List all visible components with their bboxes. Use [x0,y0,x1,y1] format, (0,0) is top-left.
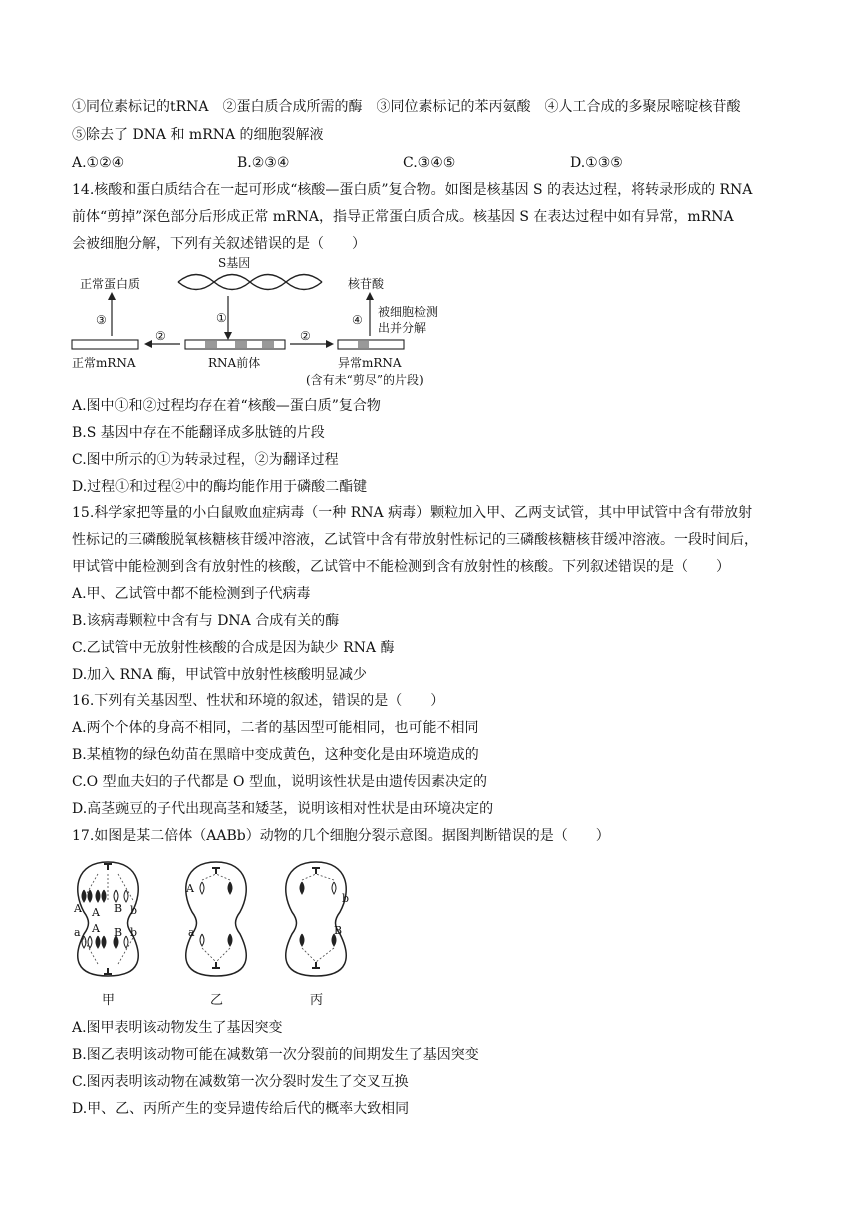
q15-option-a: A.甲、乙试管中都不能检测到子代病毒 [72,586,311,602]
jia-top-label-2: A [92,906,100,919]
q17-option-b: B.图乙表明该动物可能在减数第一次分裂前的间期发生了基因突变 [72,1047,479,1063]
yi-caption: 乙 [210,993,224,1008]
q14-option-a: A.图中①和②过程均存在着“核酸—蛋白质”复合物 [72,398,381,414]
q13-items-line2: ⑤除去了 DNA 和 mRNA 的细胞裂解液 [72,127,324,143]
q15-stem-line1: 15.科学家把等量的小白鼠败血症病毒（一种 RNA 病毒）颗粒加入甲、乙两支试管，其中甲试管中含有带放射 [72,505,753,521]
step3-label: ③ [96,313,107,327]
q17-option-a: A.图甲表明该动物发生了基因突变 [72,1020,283,1036]
jia-top-label-4: b [130,904,138,917]
jia-bottom-label-1: a [74,926,81,939]
q16-option-b: B.某植物的绿色幼苗在黑暗中变成黄色，这种变化是由环境造成的 [72,747,479,763]
q15-option-c: C.乙试管中无放射性核酸的合成是因为缺少 RNA 酶 [72,640,395,656]
q14-stem-line2: 前体“剪掉”深色部分后形成正常 mRNA，指导正常蛋白质合成。核基因 S 在表达过程中如有异常，mRNA [72,209,734,225]
gene-expression-diagram [68,254,458,390]
q13-option-a: A.①②④ [72,155,125,171]
q15-stem-line2: 性标记的三磷酸脱氧核糖核苷缓冲溶液，乙试管中含有带放射性标记的三磷酸核糖核苷缓冲溶液。一段时间后， [72,532,758,548]
nucleotide-label: 核苷酸 [348,277,385,291]
cell-jia [73,862,138,1008]
cell-division-diagram [68,854,368,1014]
jia-bottom-label-2: A [92,922,100,935]
q14-option-d: D.过程①和过程②中的酶均能作用于磷酸二酯键 [72,479,368,495]
dna-strand-2 [178,275,322,290]
step4-label: ④ [352,313,363,327]
rna-precursor-label: RNA前体 [208,356,261,370]
abnormal-mrna-bar [338,340,404,349]
jia-top-label-1: A [74,902,82,915]
q16-stem: 16.下列有关基因型、性状和环境的叙述，错误的是（ ） [72,693,445,709]
q17-option-c: C.图丙表明该动物在减数第一次分裂时发生了交叉互换 [72,1074,409,1090]
q14-option-c: C.图中所示的①为转录过程，②为翻译过程 [72,452,339,468]
normal-mrna-label: 正常mRNA [72,356,136,370]
abnormal-note: (含有未“剪尽”的片段) [306,373,424,387]
bing-caption: 丙 [310,993,324,1008]
detect-label-2: 出并分解 [378,321,427,335]
step1-label: ① [216,311,227,325]
detect-label-1: 被细胞检测 [378,305,439,319]
bing-bottom-label-1: B [334,924,343,937]
q15-option-b: B.该病毒颗粒中含有与 DNA 合成有关的酶 [72,613,340,629]
normal-protein-label: 正常蛋白质 [80,277,141,291]
abnormal-mrna-label: 异常mRNA [338,356,402,370]
yi-bottom-label-1: a [188,926,195,939]
yi-top-label-1: A [186,882,194,895]
q13-option-b: B.②③④ [237,155,290,171]
normal-mrna-bar [72,340,138,349]
q13-option-c: C.③④⑤ [403,155,456,171]
q15-stem-line3: 甲试管中能检测到含有放射性的核酸，乙试管中不能检测到含有放射性的核酸。下列叙述错误的是（ ） [72,559,730,575]
q14-stem-line1: 14.核酸和蛋白质结合在一起可形成“核酸—蛋白质”复合物。如图是核基因 S 的表达过程，将转录形成的 RNA [72,182,753,198]
step2-right-label: ② [300,329,311,343]
cell-yi [185,862,246,1008]
jia-bottom-label-4: b [130,926,138,939]
q14-stem-line3: 会被细胞分解，下列有关叙述错误的是（ ） [72,236,366,252]
q14-option-b: B.S 基因中存在不能翻译成多肽链的片段 [72,425,325,441]
jia-top-label-3: B [114,902,123,915]
q16-option-c: C.O 型血夫妇的子代都是 O 型血，说明该性状是由遗传因素决定的 [72,774,487,790]
q17-stem: 17.如图是某二倍体（AABb）动物的几个细胞分裂示意图。据图判断错误的是（ ） [72,828,610,844]
q16-option-d: D.高茎豌豆的子代出现高茎和矮茎，说明该相对性状是由环境决定的 [72,801,494,817]
jia-bottom-label-3: B [114,926,123,939]
q15-option-d: D.加入 RNA 酶，甲试管中放射性核酸明显减少 [72,667,367,683]
q16-option-a: A.两个个体的身高不相同，二者的基因型可能相同，也可能不相同 [72,720,479,736]
q13-option-d: D.①③⑤ [570,155,623,171]
jia-caption: 甲 [102,993,116,1008]
step2-left-label: ② [155,329,166,343]
s-gene-label: S基因 [218,256,251,270]
q13-items-line1: ①同位素标记的tRNA ②蛋白质合成所需的酶 ③同位素标记的苯丙氨酸 ④人工合成的多聚尿嘧啶核苷酸 [72,99,741,115]
q17-option-d: D.甲、乙、丙所产生的变异遗传给后代的概率大致相同 [72,1101,410,1117]
bing-top-label-1: b [342,892,350,905]
cell-bing [286,862,349,1008]
